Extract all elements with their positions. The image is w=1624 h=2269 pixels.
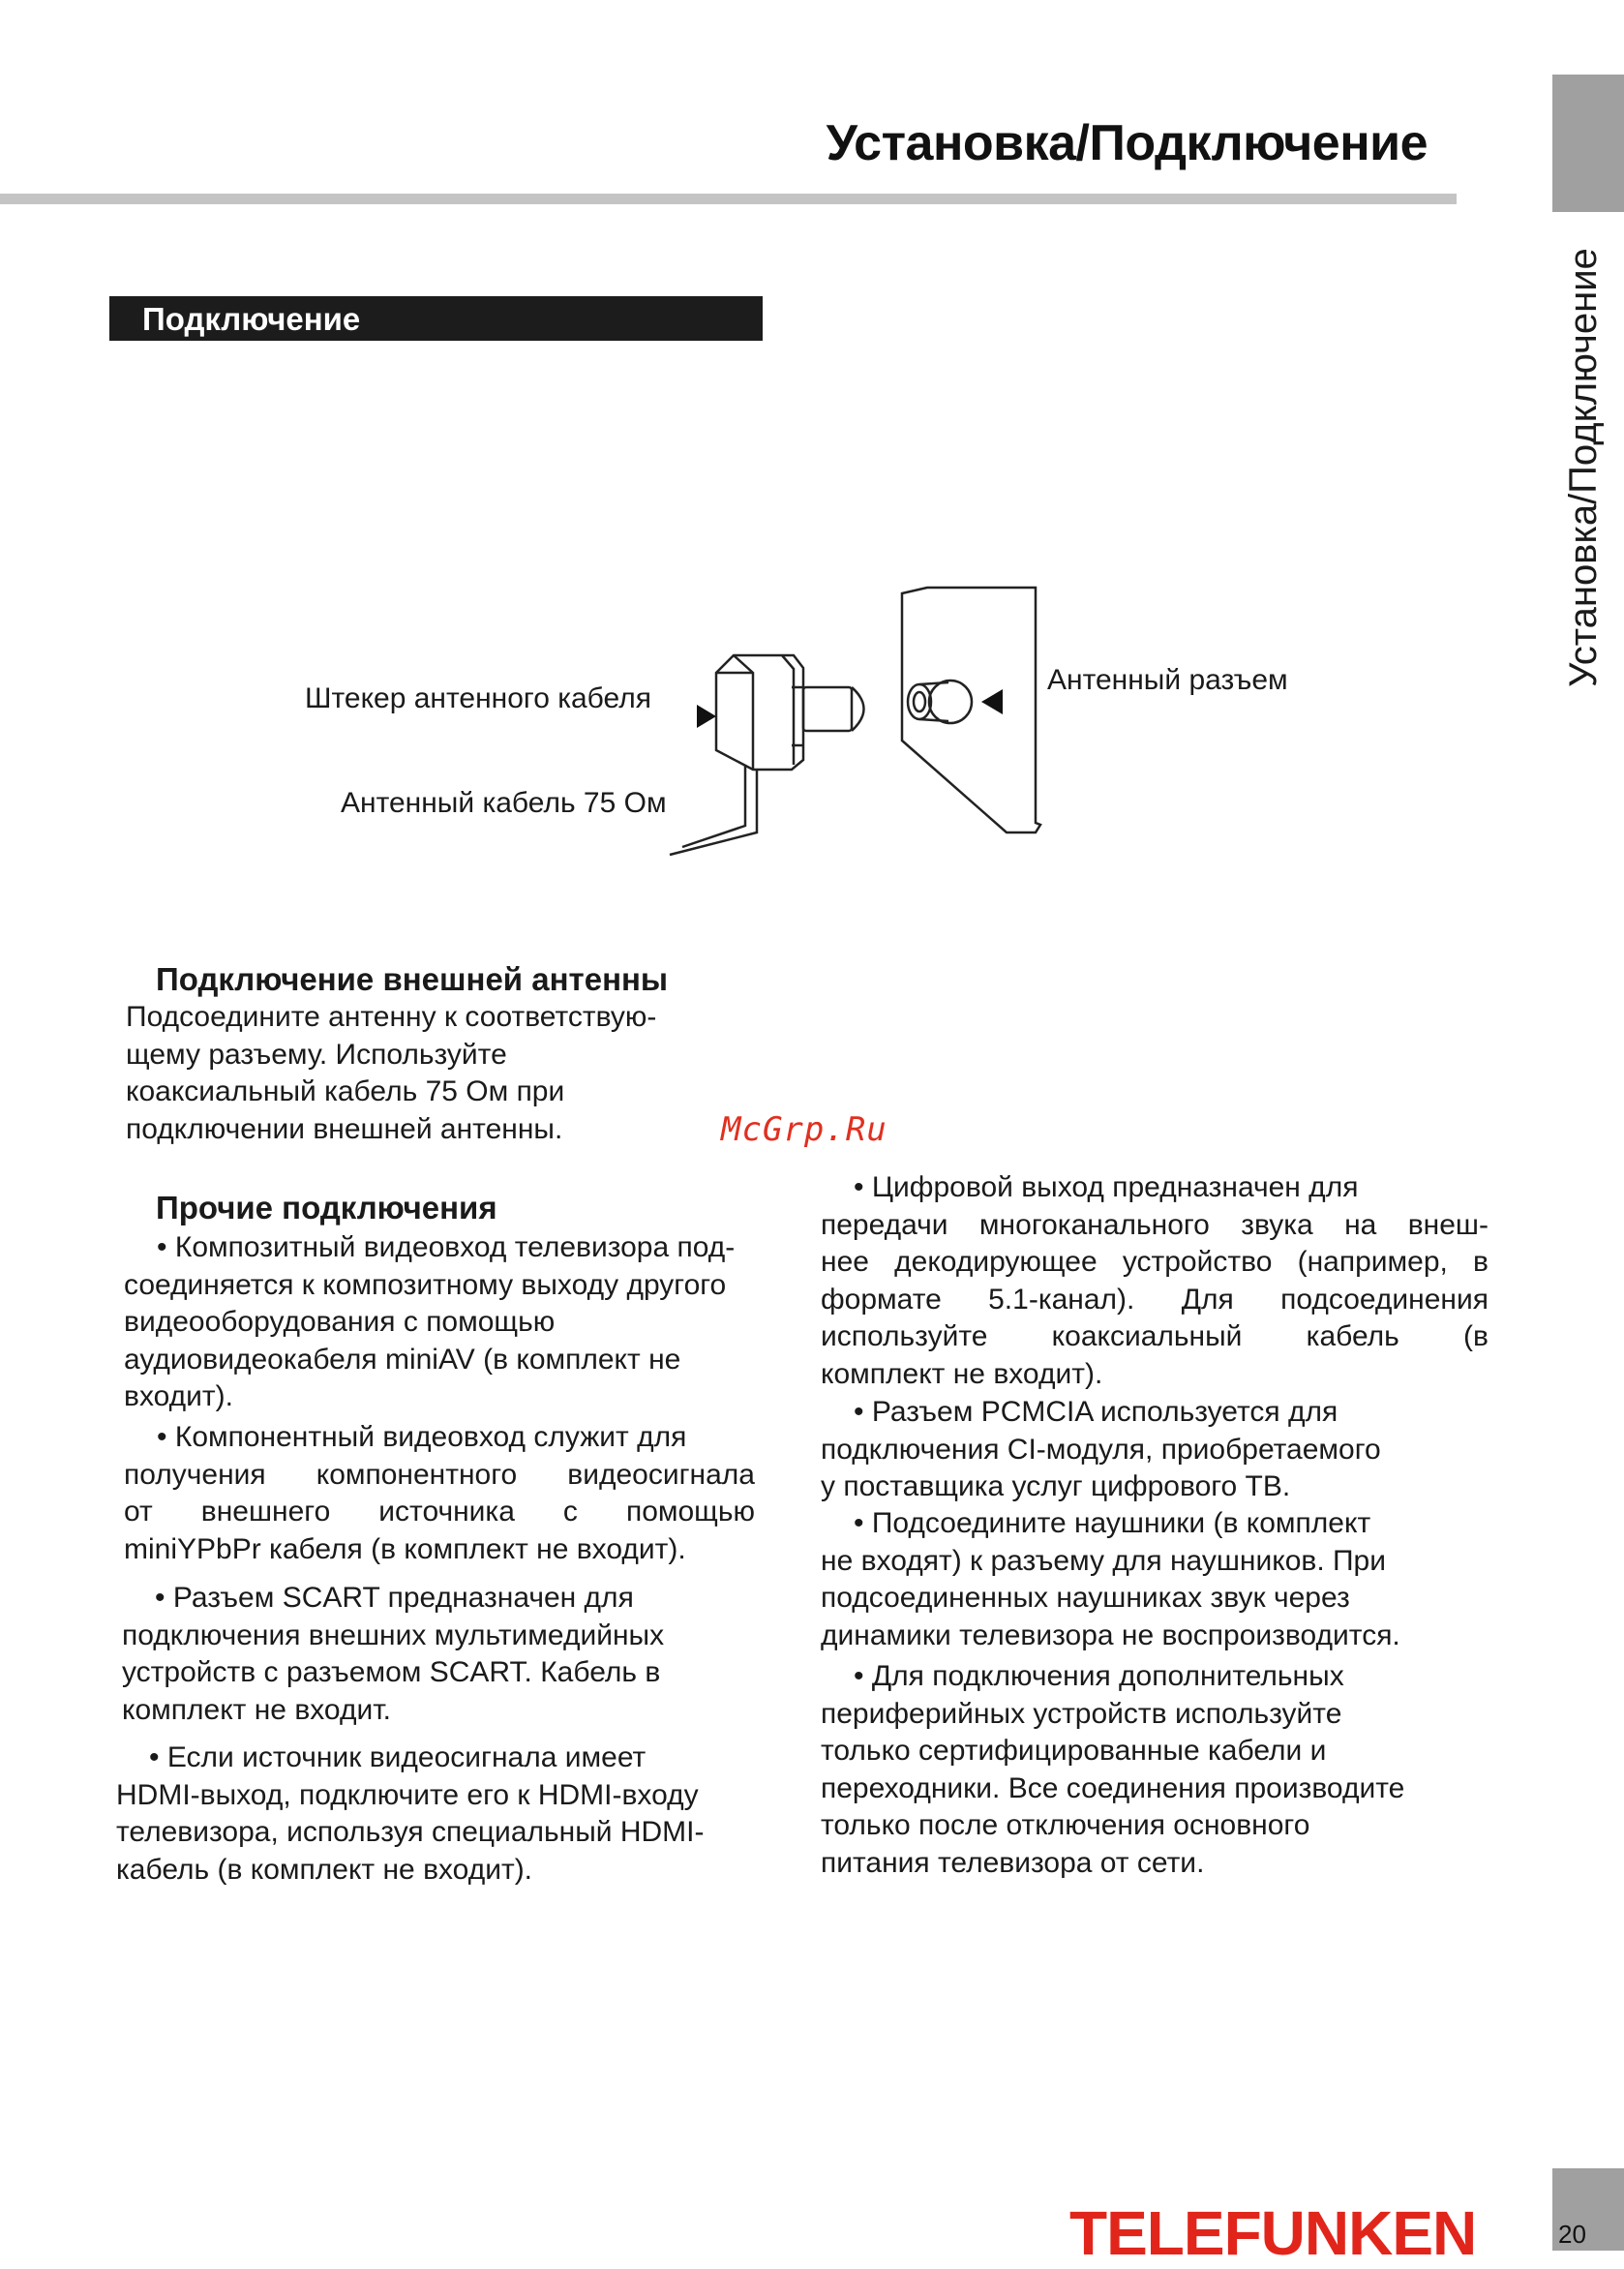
- text-line: • Цифровой выход предназначен для: [854, 1171, 1359, 1203]
- scart-paragraph: [122, 1580, 770, 1729]
- text-line: нее декодирующее устройство (например, в: [821, 1246, 1489, 1278]
- antenna-connection-diagram: [290, 566, 1355, 886]
- pcmcia-paragraph: [821, 1394, 1489, 1506]
- text-line: • Разъем PCMCIA используется для: [854, 1396, 1338, 1428]
- text-line: Подсоедините антенну к соответствую-: [126, 1001, 657, 1033]
- page-title: Установка/Подключение: [826, 115, 1428, 171]
- socket-arrow-icon: [981, 689, 1003, 714]
- text-line: • Композитный видеовход телевизора под-: [157, 1231, 736, 1263]
- section-title: Подключение: [142, 301, 361, 337]
- text-line: соединяется к композитному выходу другого: [124, 1268, 727, 1301]
- plug-label: Штекер антенного кабеля: [305, 682, 651, 714]
- text-line: телевизора, используя специальный HDMI-: [116, 1816, 705, 1848]
- text-line: аудиовидеокабеля miniAV (в комплект не: [124, 1343, 681, 1376]
- socket-label: Антенный разъем: [1047, 664, 1288, 696]
- text-line: передачи многоканального звука на внеш-: [821, 1208, 1489, 1241]
- section-header: [109, 296, 763, 341]
- text-line: только сертифицированные кабели и: [821, 1735, 1327, 1767]
- component-paragraph: [124, 1419, 755, 1568]
- text-line: • Подсоедините наушники (в комплект: [854, 1507, 1371, 1539]
- text-line: периферийных устройств используйте: [821, 1697, 1342, 1730]
- antenna-plug-icon: [670, 655, 864, 855]
- headphones-paragraph: [821, 1505, 1489, 1654]
- title-divider: [0, 194, 1457, 204]
- text-line: • Для подключения дополнительных: [854, 1660, 1344, 1692]
- cable-label: Антенный кабель 75 Ом: [341, 787, 667, 819]
- text-line: подключения внешних мультимедийных: [122, 1619, 665, 1651]
- text-line: щему разъему. Используйте: [126, 1038, 507, 1071]
- plug-arrow-icon: [697, 705, 716, 728]
- text-line: только после отключения основного: [821, 1809, 1310, 1841]
- diagram-drawing: [290, 566, 1355, 886]
- text-line: видеооборудования с помощью: [124, 1306, 556, 1338]
- side-tab-label: Установка/Подключение: [1562, 248, 1605, 687]
- side-tab-block: [1552, 75, 1624, 212]
- text-line: устройств с разъемом SCART. Кабель в: [122, 1656, 661, 1688]
- text-line: питания телевизора от сети.: [821, 1846, 1205, 1879]
- text-line: • Компонентный видеовход служит для: [157, 1421, 687, 1453]
- other-connections-heading: Прочие подключения: [156, 1190, 497, 1225]
- text-line: от внешнего источника с помощью: [124, 1496, 755, 1528]
- external-antenna-heading: Подключение внешней антенны: [156, 961, 669, 997]
- text-line: входит).: [124, 1380, 233, 1412]
- text-line: коаксиальный кабель 75 Ом при: [126, 1075, 565, 1107]
- text-line: не входят) к разъему для наушников. При: [821, 1544, 1387, 1577]
- text-line: у поставщика услуг цифрового ТВ.: [821, 1470, 1291, 1502]
- text-line: • Разъем SCART предназначен для: [155, 1582, 634, 1614]
- hdmi-paragraph: [116, 1740, 774, 1889]
- brand-logo: TELEFUNKEN: [1069, 2198, 1477, 2268]
- external-antenna-text: [126, 999, 765, 1148]
- text-line: HDMI-выход, подключите его к HDMI-входу: [116, 1778, 699, 1811]
- text-line: • Если источник видеосигнала имеет: [149, 1741, 647, 1773]
- composite-paragraph: [124, 1229, 772, 1416]
- page-number: 20: [1558, 2220, 1586, 2249]
- antenna-socket-icon: [902, 588, 1040, 832]
- text-line: переходники. Все соединения производите: [821, 1771, 1405, 1804]
- text-line: комплект не входит.: [122, 1693, 391, 1726]
- text-line: формате 5.1-канал). Для подсоединения: [821, 1283, 1489, 1316]
- watermark: McGrp.Ru: [721, 1110, 887, 1149]
- text-line: динамики телевизора не воспроизводится.: [821, 1619, 1400, 1651]
- text-line: используйте коаксиальный кабель (в: [821, 1320, 1489, 1352]
- text-line: кабель (в комплект не входит).: [116, 1853, 533, 1886]
- text-line: подсоединенных наушниках звук через: [821, 1582, 1350, 1614]
- text-line: miniYPbPr кабеля (в комплект не входит).: [124, 1532, 686, 1565]
- peripherals-paragraph: [821, 1658, 1489, 1882]
- text-line: подключении внешней антенны.: [126, 1112, 563, 1145]
- text-line: комплект не входит).: [821, 1357, 1103, 1390]
- text-line: получения компонентного видеосигнала: [124, 1458, 755, 1491]
- text-line: подключения CI-модуля, приобретаемого: [821, 1433, 1381, 1466]
- digital-output-paragraph: [821, 1169, 1489, 1393]
